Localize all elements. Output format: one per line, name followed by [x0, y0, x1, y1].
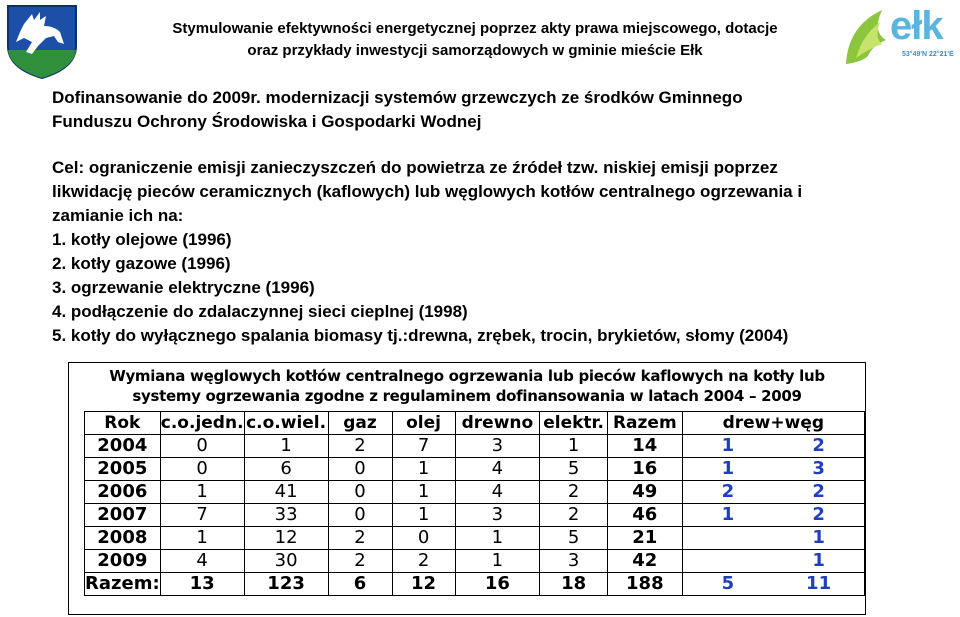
cell-drewno: 3	[455, 435, 540, 458]
cell-olej: 7	[392, 435, 455, 458]
cell-drewno: 4	[455, 458, 540, 481]
cell-elektr: 1	[540, 435, 608, 458]
cell-co-jedn: 1	[160, 481, 244, 504]
col-header-olej: olej	[392, 412, 455, 435]
col-header-gaz: gaz	[328, 412, 392, 435]
table-row	[85, 527, 865, 550]
goal-line3: zamianie ich na:	[52, 206, 184, 225]
cell-drew-weg-left	[682, 527, 773, 550]
table-row	[85, 481, 865, 504]
cell-co-wiel: 30	[244, 550, 328, 573]
cell-drew-weg-right: 2	[773, 504, 864, 527]
cell-co-jedn: 1	[160, 527, 244, 550]
table-row	[85, 458, 865, 481]
cell-co-wiel: 41	[244, 481, 328, 504]
cell-drew-weg-left: 2	[682, 481, 773, 504]
col-header-co-jedn: c.o.jedn.	[160, 413, 244, 433]
cell-razem: 46	[607, 504, 682, 527]
cell-drewno: 1	[455, 527, 540, 550]
goal-paragraph	[52, 156, 932, 348]
cell-drew-weg-right: 1	[773, 550, 864, 573]
col-header-co-wiel: c.o.wiel.	[246, 413, 327, 433]
goal-item-3: 3. ogrzewanie elektryczne (1996)	[52, 278, 315, 297]
cell-razem: 49	[607, 481, 682, 504]
cell-olej: 1	[392, 504, 455, 527]
cell-olej: 0	[392, 527, 455, 550]
cell-co-jedn: 0	[160, 458, 244, 481]
cell-co-wiel: 6	[244, 458, 328, 481]
cell-elektr: 18	[540, 573, 608, 596]
goal-line1: Cel: ograniczenie emisji zanieczyszczeń do powietrza ze źródeł tzw. niskiej emisji poprzez	[52, 158, 778, 177]
table-title	[69, 366, 865, 406]
table-row	[85, 550, 865, 573]
cell-drewno: 16	[455, 573, 540, 596]
goal-item-4: 4. podłączenie do zdalaczynnej sieci cieplnej (1998)	[52, 302, 468, 321]
elk-city-logo	[842, 4, 956, 70]
cell-olej: 1	[392, 481, 455, 504]
cell-drew-weg-right: 2	[773, 481, 864, 504]
col-header-elektr: elektr.	[540, 412, 608, 435]
cell-co-jedn: 7	[160, 504, 244, 527]
table-row	[85, 435, 865, 458]
cell-drew-weg-right: 2	[773, 435, 864, 458]
cell-elektr: 3	[540, 550, 608, 573]
goal-line2: likwidację pieców ceramicznych (kaflowych) lub węglowych kotłów centralnego ogrzewania i	[52, 182, 803, 201]
goal-item-2: 2. kotły gazowe (1996)	[52, 254, 231, 273]
col-header-razem: Razem	[607, 412, 682, 435]
cell-drew-weg-left: 5	[682, 573, 773, 596]
cell-drewno: 3	[455, 504, 540, 527]
cell-drew-weg-left	[682, 550, 773, 573]
cell-razem: 42	[607, 550, 682, 573]
cell-olej: 12	[392, 573, 455, 596]
cell-co-wiel: 33	[244, 504, 328, 527]
cell-gaz: 0	[328, 481, 392, 504]
cell-year: 2008	[85, 527, 161, 550]
cell-co-wiel: 123	[244, 573, 328, 596]
cell-razem: 21	[607, 527, 682, 550]
cell-co-jedn: 13	[160, 573, 244, 596]
cell-olej: 1	[392, 458, 455, 481]
cell-drew-weg-right: 11	[773, 573, 864, 596]
cell-year: 2004	[85, 435, 161, 458]
cell-drew-weg-left: 1	[682, 435, 773, 458]
cell-year: 2005	[85, 458, 161, 481]
coat-of-arms-logo	[2, 2, 82, 80]
goal-item-5: 5. kotły do wyłącznego spalania biomasy tj.:drewna, zrębek, trocin, brykietów, słomy (2004)	[52, 326, 789, 345]
cell-gaz: 2	[328, 435, 392, 458]
cell-year: 2006	[85, 481, 161, 504]
page-header-title	[100, 18, 850, 62]
cell-razem: 188	[607, 573, 682, 596]
cell-elektr: 2	[540, 481, 608, 504]
replacement-table	[84, 411, 865, 596]
cell-elektr: 5	[540, 458, 608, 481]
header-title-line2: oraz przykłady inwestycji samorządowych w gminie mieście Ełk	[247, 42, 703, 59]
table-title-line1: Wymiana węglowych kotłów centralnego ogrzewania lub pieców kaflowych na kotły lub	[109, 367, 825, 385]
cell-year: Razem:	[85, 573, 160, 594]
cell-razem: 16	[607, 458, 682, 481]
cell-year: 2009	[85, 550, 161, 573]
cell-drew-weg-right: 1	[773, 527, 864, 550]
cell-drew-weg-left: 1	[682, 458, 773, 481]
funding-line1: Dofinansowanie do 2009r. modernizacji systemów grzewczych ze środków Gminnego	[52, 88, 743, 107]
goal-item-1: 1. kotły olejowe (1996)	[52, 230, 232, 249]
cell-elektr: 2	[540, 504, 608, 527]
cell-gaz: 0	[328, 458, 392, 481]
elk-logo-text: ełk	[890, 4, 943, 48]
col-header-drew-weg: drew+węg	[682, 412, 864, 435]
col-header-drewno: drewno	[455, 412, 540, 435]
cell-gaz: 2	[328, 527, 392, 550]
funding-paragraph	[52, 86, 912, 134]
table-row	[85, 504, 865, 527]
cell-co-wiel: 1	[244, 435, 328, 458]
replacement-table-panel	[68, 362, 866, 615]
funding-line2: Funduszu Ochrony Środowiska i Gospodarki Wodnej	[52, 112, 482, 131]
cell-gaz: 2	[328, 550, 392, 573]
cell-razem: 14	[607, 435, 682, 458]
cell-drewno: 1	[455, 550, 540, 573]
cell-co-jedn: 0	[160, 435, 244, 458]
elk-logo-coords: 53°49'N 22°21'E	[902, 51, 954, 58]
cell-olej: 2	[392, 550, 455, 573]
table-header-row	[85, 412, 865, 435]
cell-gaz: 6	[328, 573, 392, 596]
cell-drew-weg-left: 1	[682, 504, 773, 527]
col-header-rok: Rok	[85, 412, 161, 435]
cell-elektr: 5	[540, 527, 608, 550]
cell-drewno: 4	[455, 481, 540, 504]
cell-gaz: 0	[328, 504, 392, 527]
cell-drew-weg-right: 3	[773, 458, 864, 481]
table-total-row	[85, 573, 865, 596]
cell-year: 2007	[85, 504, 161, 527]
header-title-line1: Stymulowanie efektywności energetycznej poprzez akty prawa miejscowego, dotacje	[172, 20, 778, 37]
table-title-line2: systemy ogrzewania zgodne z regulaminem dofinansowania w latach 2004 – 2009	[132, 387, 802, 405]
cell-co-wiel: 12	[244, 527, 328, 550]
cell-co-jedn: 4	[160, 550, 244, 573]
